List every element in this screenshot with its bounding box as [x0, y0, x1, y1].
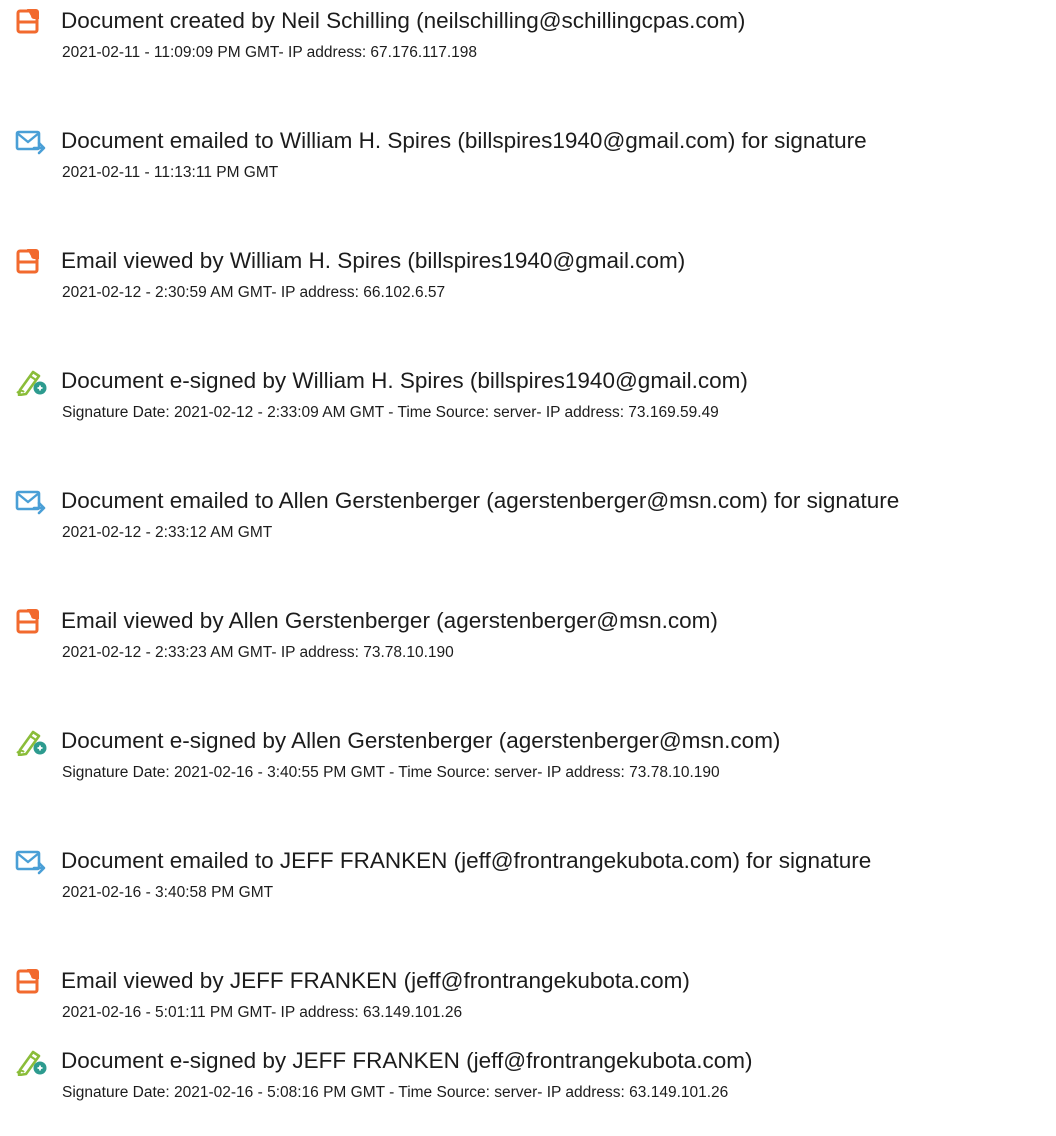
event-title: Document created by Neil Schilling (neilschilling@schillingcpas.com) [61, 8, 746, 33]
document-emailed-icon [14, 486, 50, 516]
event-title: Document emailed to Allen Gerstenberger (agerstenberger@msn.com) for signature [61, 488, 900, 513]
event-title: Document e-signed by William H. Spires (billspires1940@gmail.com) [61, 368, 748, 393]
email-viewed-icon [14, 606, 50, 636]
event-detail: 2021-02-12 - 2:33:12 AM GMT [62, 524, 273, 541]
audit-event [14, 486, 1054, 576]
event-detail: 2021-02-11 - 11:09:09 PM GMT- IP address: 67.176.117.198 [62, 44, 478, 61]
event-detail: Signature Date: 2021-02-16 - 3:40:55 PM GMT - Time Source: server- IP address: 73.78.10.190 [62, 764, 720, 781]
document-emailed-icon [14, 846, 50, 876]
event-detail: 2021-02-12 - 2:30:59 AM GMT- IP address: 66.102.6.57 [62, 284, 446, 301]
e-signed-icon [14, 726, 50, 756]
audit-event [14, 246, 1054, 336]
email-viewed-icon [14, 966, 50, 996]
event-title: Document emailed to JEFF FRANKEN (jeff@frontrangekubota.com) for signature [61, 848, 872, 873]
email-viewed-icon [14, 246, 50, 276]
audit-event [14, 366, 1054, 456]
audit-event [14, 606, 1054, 696]
event-detail: 2021-02-11 - 11:13:11 PM GMT [62, 164, 279, 181]
event-detail: 2021-02-16 - 3:40:58 PM GMT [62, 884, 274, 901]
document-emailed-icon [14, 126, 50, 156]
audit-event [14, 966, 1054, 1056]
event-title: Document e-signed by Allen Gerstenberger (agerstenberger@msn.com) [61, 728, 781, 753]
e-signed-icon [14, 1046, 50, 1076]
event-detail: Signature Date: 2021-02-16 - 5:08:16 PM GMT - Time Source: server- IP address: 63.149.101.26 [62, 1084, 729, 1101]
event-detail: 2021-02-16 - 5:01:11 PM GMT- IP address: 63.149.101.26 [62, 1004, 463, 1021]
event-title: Email viewed by Allen Gerstenberger (agerstenberger@msn.com) [61, 608, 718, 633]
document-created-icon [14, 6, 50, 36]
event-title: Document e-signed by JEFF FRANKEN (jeff@frontrangekubota.com) [61, 1048, 753, 1073]
audit-event [14, 846, 1054, 936]
event-detail: 2021-02-12 - 2:33:23 AM GMT- IP address: 73.78.10.190 [62, 644, 454, 661]
audit-event [14, 6, 1054, 96]
event-title: Email viewed by William H. Spires (billspires1940@gmail.com) [61, 248, 686, 273]
e-signed-icon [14, 366, 50, 396]
audit-event [14, 1046, 1054, 1136]
audit-event [14, 126, 1054, 216]
event-detail: Signature Date: 2021-02-12 - 2:33:09 AM GMT - Time Source: server- IP address: 73.169.59.49 [62, 404, 719, 421]
event-title: Email viewed by JEFF FRANKEN (jeff@frontrangekubota.com) [61, 968, 690, 993]
event-title: Document emailed to William H. Spires (billspires1940@gmail.com) for signature [61, 128, 867, 153]
audit-event [14, 726, 1054, 816]
